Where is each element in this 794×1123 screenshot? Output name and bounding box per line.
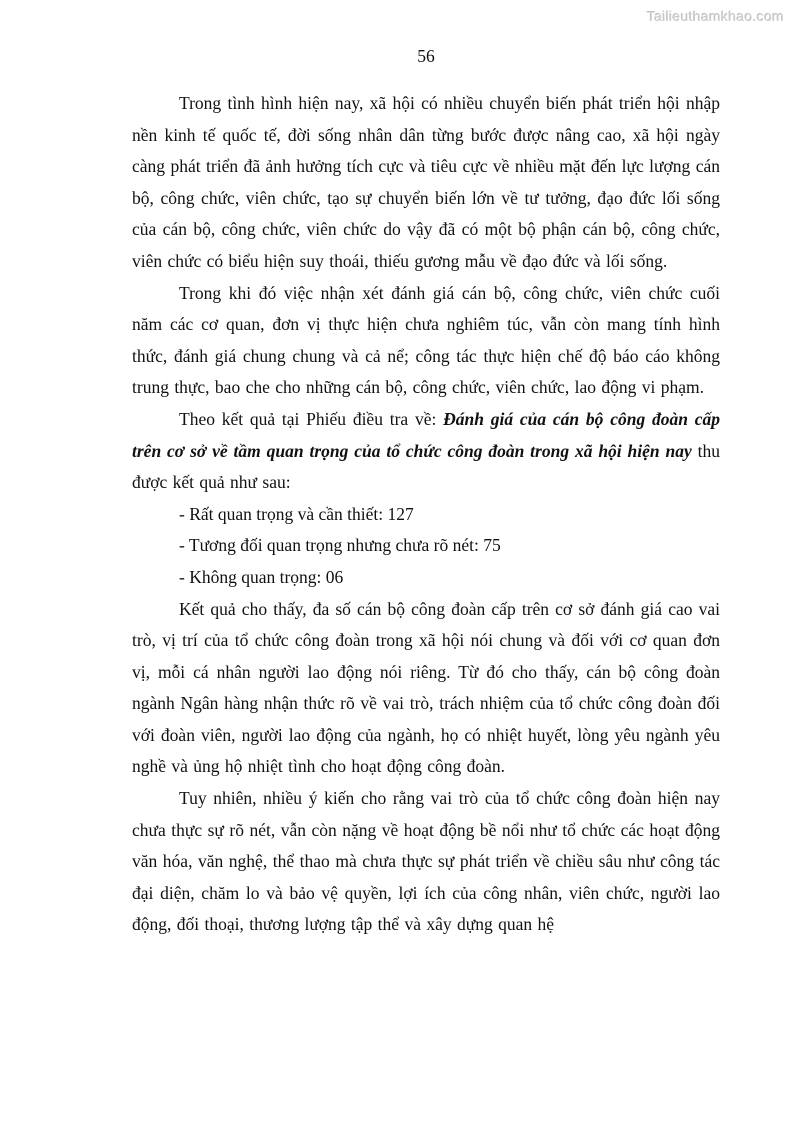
paragraph-1: Trong tình hình hiện nay, xã hội có nhiều chuyển biến phát triển hội nhập nền kinh tế quốc tế, đời sống nhân dân từng bước được nâng cao, xã hội ngày càng phát triển đã ảnh hưởng tích cực và tiêu cực về nhiều mặt đến lực lượng cán bộ, công chức, viên chức, tạo sự chuyển biến lớn về tư tưởng, đạo đức lối sống của cán bộ, công chức, viên chức do vậy đã có một bộ phận cán bộ, công chức, viên chức có biểu hiện suy thoái, thiếu gương mẫu về đạo đức và lối sống.: [132, 93, 720, 271]
paragraph-3-prefix: Theo kết quả tại Phiếu điều tra về:: [179, 408, 444, 429]
watermark: Tailieuthamkhao.com: [646, 8, 784, 24]
page-number: 56: [417, 46, 435, 66]
paragraph-5: Tuy nhiên, nhiều ý kiến cho rằng vai trò của tổ chức công đoàn hiện nay chưa thực sự rõ nét, vẫn còn nặng về hoạt động bề nổi như tổ chức các hoạt động văn hóa, văn nghệ, thể thao mà chưa thực sự phát triển về chiều sâu như công tác đại diện, chăm lo và bảo vệ quyền, lợi ích của công nhân, viên chức, người lao động, đối thoại, thương lượng tập thể và xây dựng quan hệ: [132, 788, 720, 935]
paragraph-3-emphasis: Đánh giá của cán bộ công đoàn cấp trên cơ sở về tầm quan trọng của tổ chức công đoàn trong xã hội hiện nay: [132, 408, 720, 461]
paragraph-4: Kết quả cho thấy, đa số cán bộ công đoàn cấp trên cơ sở đánh giá cao vai trò, vị trí của tổ chức công đoàn trong xã hội nói chung và đối với cơ quan đơn vị, mỗi cá nhân người lao động nói riêng. Từ đó cho thấy, cán bộ công đoàn ngành Ngân hàng nhận thức rõ về vai trò, trách nhiệm của tổ chức công đoàn đối với đoàn viên, người lao động của ngành, họ có nhiệt huyết, lòng yêu ngành yêu nghề và ủng hộ nhiệt tình cho hoạt động công đoàn.: [132, 598, 720, 777]
paragraph-2: Trong khi đó việc nhận xét đánh giá cán bộ, công chức, viên chức cuối năm các cơ quan, đơn vị thực hiện chưa nghiêm túc, vẫn còn mang tính hình thức, đánh giá chung chung và cả nể; công tác thực hiện chế độ báo cáo không trung thực, bao che cho những cán bộ, công chức, viên chức, lao động vi phạm.: [132, 282, 720, 398]
survey-result-item: - Không quan trọng: 06: [179, 566, 344, 587]
survey-result-item: - Rất quan trọng và cần thiết: 127: [179, 503, 414, 524]
paragraph-3: [132, 404, 720, 499]
survey-result-item: - Tương đối quan trọng nhưng chưa rõ nét: 75: [179, 535, 501, 556]
page-content: [132, 44, 720, 941]
paragraph-3-suffix: thu được kết quả như sau:: [132, 440, 720, 493]
